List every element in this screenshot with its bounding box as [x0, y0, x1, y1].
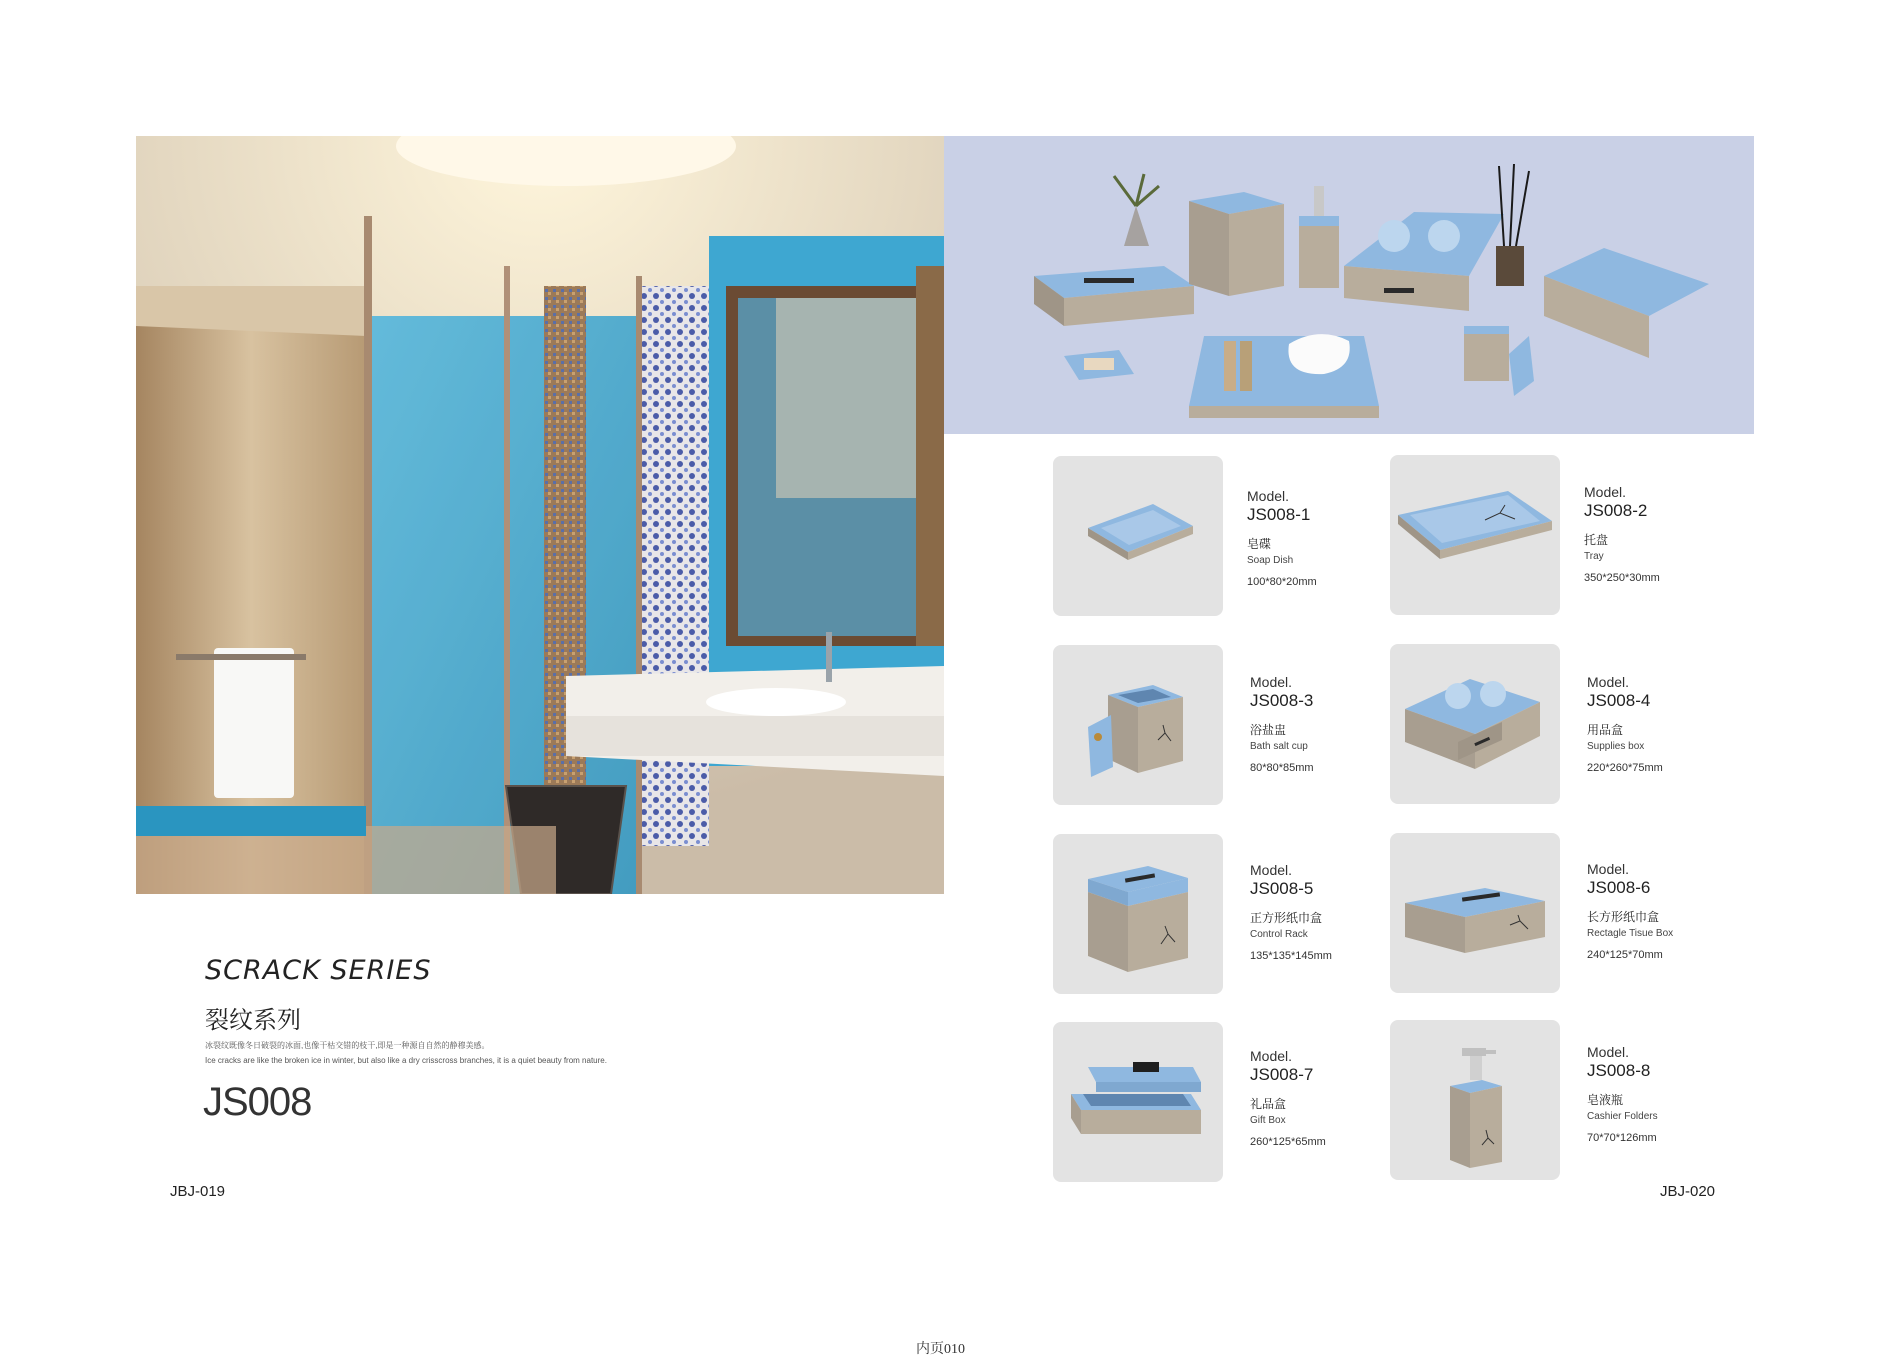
product-name-en: Control Rack — [1250, 929, 1308, 940]
model-number: JS008-5 — [1250, 879, 1314, 898]
page-number-right: JBJ-020 — [1660, 1183, 1716, 1200]
bath-salt-cup-icon — [1053, 645, 1223, 805]
product-card-7 — [1053, 1022, 1223, 1182]
model-label: Model. — [1587, 674, 1630, 690]
product-card-1 — [1053, 456, 1223, 616]
product-dimensions: 240*125*70mm — [1587, 949, 1663, 961]
product-name-en: Bath salt cup — [1250, 741, 1308, 752]
product-name-en: Supplies box — [1587, 741, 1645, 752]
product-card-8 — [1390, 1020, 1560, 1180]
model-label: Model. — [1584, 484, 1627, 500]
product-name-cn: 皂碟 — [1247, 537, 1272, 551]
soap-dish-icon — [1053, 456, 1223, 616]
product-name-cn: 浴盐盅 — [1250, 723, 1287, 737]
product-dimensions: 350*250*30mm — [1584, 572, 1660, 584]
tray-icon — [1390, 455, 1560, 615]
page-number-left: JBJ-019 — [170, 1183, 226, 1200]
bathroom-photo — [136, 136, 944, 894]
series-title-cn: 裂纹系列 — [205, 1006, 301, 1034]
product-info-6 — [1587, 861, 1737, 961]
series-description-cn: 冰裂纹既像冬日破裂的冰面,也像干枯交错的枝干,即是一种源自自然的静穆美感。 — [205, 1041, 490, 1050]
product-name-cn: 正方形纸巾盒 — [1250, 911, 1323, 925]
series-title-en: SCRACK SERIES — [205, 955, 432, 986]
product-card-5 — [1053, 834, 1223, 994]
product-info-5 — [1250, 862, 1400, 962]
gift-box-icon — [1053, 1022, 1223, 1182]
product-card-3 — [1053, 645, 1223, 805]
product-name-en: Gift Box — [1250, 1115, 1286, 1126]
model-number: JS008-2 — [1584, 501, 1648, 520]
model-label: Model. — [1587, 861, 1630, 877]
model-label: Model. — [1250, 862, 1293, 878]
model-label: Model. — [1250, 1048, 1293, 1064]
product-dimensions: 100*80*20mm — [1247, 576, 1317, 588]
product-name-cn: 用品盒 — [1587, 723, 1624, 737]
supplies-box-icon — [1390, 644, 1560, 804]
product-name-cn: 长方形纸巾盒 — [1587, 910, 1660, 924]
model-number: JS008-1 — [1247, 505, 1311, 524]
product-name-cn: 托盘 — [1584, 533, 1609, 547]
product-info-1 — [1247, 488, 1397, 588]
series-code: JS008 — [203, 1080, 312, 1124]
product-dimensions: 70*70*126mm — [1587, 1132, 1657, 1144]
model-label: Model. — [1587, 1044, 1630, 1060]
product-info-4 — [1587, 674, 1737, 774]
model-number: JS008-6 — [1587, 878, 1651, 897]
product-info-7 — [1250, 1048, 1400, 1148]
product-name-cn: 礼品盒 — [1250, 1097, 1287, 1111]
product-name-en: Soap Dish — [1247, 555, 1294, 566]
product-card-4 — [1390, 644, 1560, 804]
rectangle-tissue-box-icon — [1390, 833, 1560, 993]
model-label: Model. — [1250, 674, 1293, 690]
model-number: JS008-3 — [1250, 691, 1314, 710]
product-name-en: Rectagle Tisue Box — [1587, 928, 1674, 939]
product-dimensions: 220*260*75mm — [1587, 762, 1663, 774]
model-number: JS008-7 — [1250, 1065, 1314, 1084]
footer-page-label: 内页010 — [916, 1342, 965, 1357]
product-dimensions: 260*125*65mm — [1250, 1136, 1326, 1148]
series-description-en: Ice cracks are like the broken ice in winter, but also like a dry crisscross branches, it is a quiet beauty from nature. — [205, 1056, 607, 1065]
product-card-2 — [1390, 455, 1560, 615]
product-info-3 — [1250, 674, 1400, 774]
product-info-2 — [1584, 484, 1734, 584]
product-name-en: Cashier Folders — [1587, 1111, 1658, 1122]
model-number: JS008-8 — [1587, 1061, 1651, 1080]
square-tissue-box-icon — [1053, 834, 1223, 994]
soap-dispenser-icon — [1390, 1020, 1560, 1180]
product-name-cn: 皂液瓶 — [1587, 1093, 1624, 1107]
product-group-photo — [944, 136, 1754, 434]
model-label: Model. — [1247, 488, 1290, 504]
product-name-en: Tray — [1584, 551, 1604, 562]
model-number: JS008-4 — [1587, 691, 1651, 710]
product-card-6 — [1390, 833, 1560, 993]
product-info-8 — [1587, 1044, 1737, 1144]
product-dimensions: 80*80*85mm — [1250, 762, 1314, 774]
product-dimensions: 135*135*145mm — [1250, 950, 1332, 962]
